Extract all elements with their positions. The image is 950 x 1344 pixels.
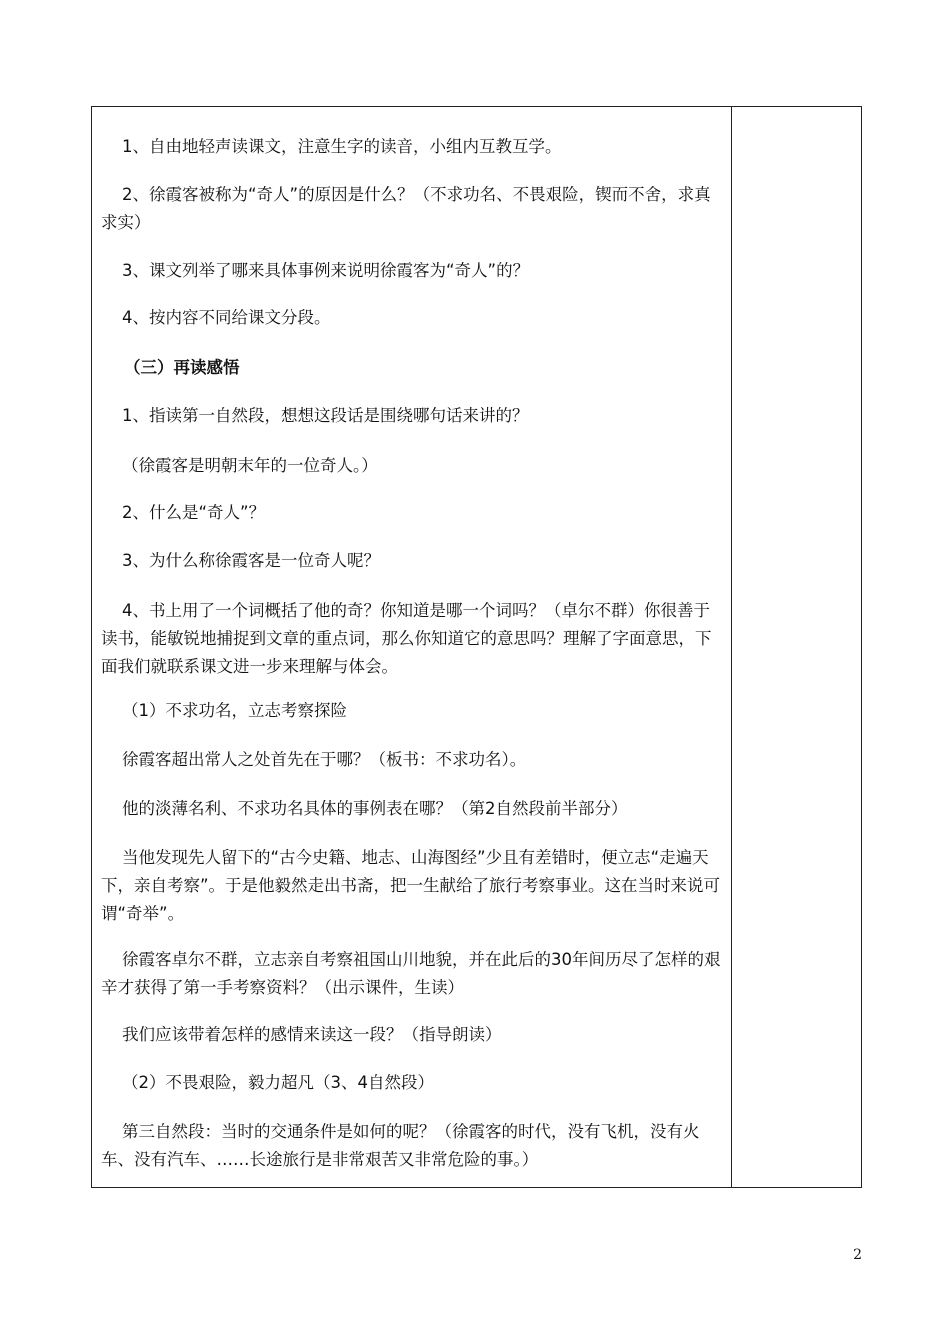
paragraph-question-1: 1、指读第一自然段，想想这段话是围绕哪句话来讲的？: [101, 406, 529, 425]
paragraph-question-3: 3、为什么称徐霞客是一位奇人呢？: [101, 551, 380, 570]
paragraph-step-2: 2、徐霞客被称为“奇人”的原因是什么？（不求功名、不畏艰险，锲而不舍，求真求实）: [101, 185, 711, 232]
paragraph-subheading-2: （2）不畏艰险，毅力超凡（3、4自然段）: [101, 1073, 434, 1092]
paragraph-subheading-1: （1）不求功名，立志考察探险: [101, 701, 347, 720]
paragraph-question-4: 4、书上用了一个词概括了他的奇？你知道是哪一个词吗？（卓尔不群）你很善于读书，能敏锐地捕捉到文章的重点词，那么你知道它的意思吗？理解了字面意思，下面我们就联系课文进一步来理解与体会。: [101, 601, 712, 676]
lesson-content-cell: [92, 107, 731, 1187]
paragraph-detail-6: 第三自然段：当时的交通条件是如何的呢？（徐霞客的时代，没有飞机，没有火车、没有汽车、……长途旅行是非常艰苦又非常危险的事。）: [101, 1122, 700, 1169]
paragraph-detail-1: 徐霞客超出常人之处首先在于哪？（板书：不求功名）。: [101, 750, 527, 769]
paragraph-question-2: 2、什么是“奇人”？: [101, 503, 266, 522]
paragraph-step-3: 3、课文列举了哪来具体事例来说明徐霞客为“奇人”的？: [101, 261, 530, 280]
paragraph-answer-1: （徐霞客是明朝末年的一位奇人。）: [101, 456, 378, 475]
section-heading-reread: （三）再读感悟: [101, 358, 240, 377]
page-number: 2: [853, 1247, 862, 1263]
paragraph-step-1: 1、自由地轻声读课文，注意生字的读音，小组内互教互学。: [101, 137, 562, 156]
paragraph-detail-2: 他的淡薄名利、不求功名具体的事例表在哪？（第2自然段前半部分）: [101, 799, 628, 818]
lesson-table: [91, 106, 862, 1188]
paragraph-detail-5: 我们应该带着怎样的感情来读这一段？（指导朗读）: [101, 1025, 502, 1044]
paragraph-detail-3: 当他发现先人留下的“古今史籍、地志、山海图经”少且有差错时，便立志“走遍天下，亲自考察”。于是他毅然走出书斋，把一生献给了旅行考察事业。这在当时来说可谓“奇举”。: [101, 848, 721, 923]
paragraph-detail-4: 徐霞客卓尔不群，立志亲自考察祖国山川地貌，并在此后的30年间历尽了怎样的艰辛才获得了第一手考察资料？（出示课件，生读）: [101, 950, 721, 997]
notes-cell: [732, 107, 861, 1187]
paragraph-step-4: 4、按内容不同给课文分段。: [101, 308, 331, 327]
